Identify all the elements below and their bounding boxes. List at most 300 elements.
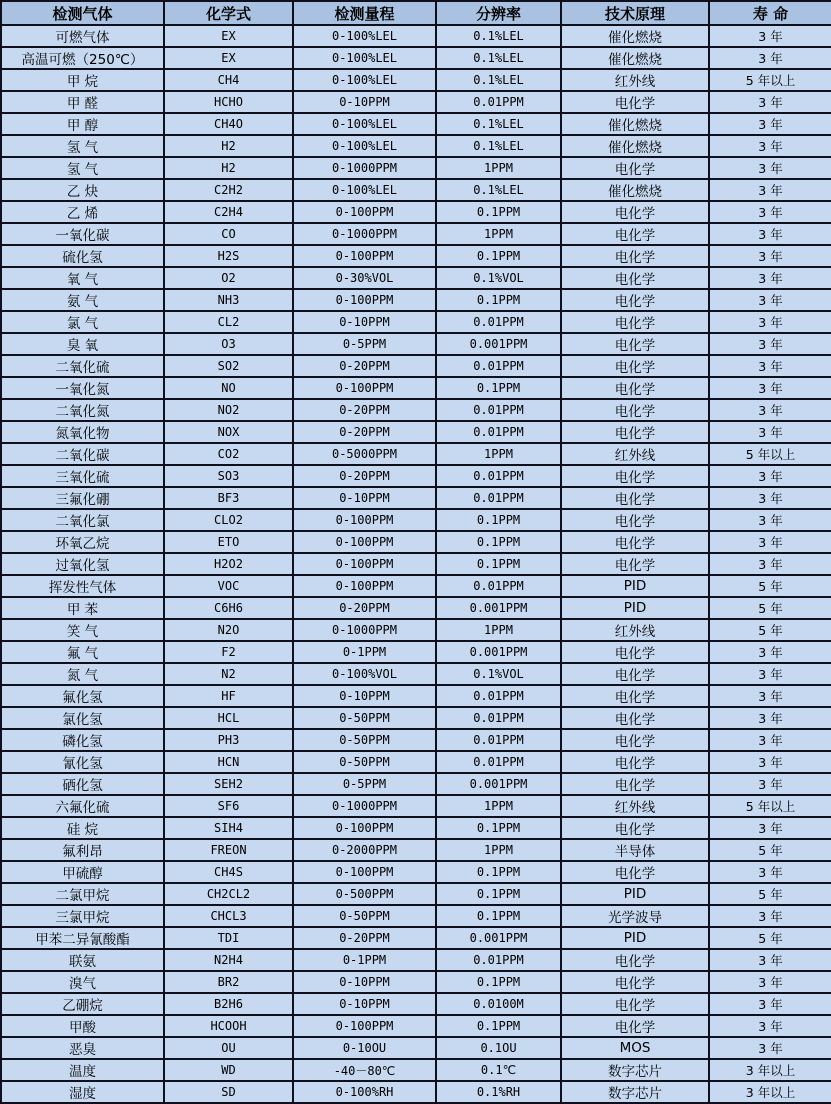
gas-name-cell: 三氟化硼: [1, 487, 164, 509]
gas-name-cell: 乙 烯: [1, 201, 164, 223]
lifespan-cell: 5 年: [709, 619, 831, 641]
resolution-cell: 0.1℃: [436, 1059, 561, 1081]
resolution-cell: 1PPM: [436, 443, 561, 465]
gas-name-cell: 挥发性气体: [1, 575, 164, 597]
gas-name-cell: 一氧化氮: [1, 377, 164, 399]
technology-principle-cell: 电化学: [561, 553, 709, 575]
gas-name-cell: 氟 气: [1, 641, 164, 663]
chemical-formula-cell: NH3: [164, 289, 293, 311]
resolution-cell: 0.1PPM: [436, 509, 561, 531]
table-row: [1, 1081, 831, 1103]
detection-range-cell: 0-100%LEL: [293, 25, 436, 47]
detection-range-cell: 0-100PPM: [293, 377, 436, 399]
table-row: [1, 597, 831, 619]
lifespan-cell: 3 年: [709, 289, 831, 311]
technology-principle-cell: 催化燃烧: [561, 179, 709, 201]
chemical-formula-cell: FREON: [164, 839, 293, 861]
technology-principle-cell: 电化学: [561, 267, 709, 289]
technology-principle-cell: PID: [561, 597, 709, 619]
lifespan-cell: 3 年: [709, 641, 831, 663]
technology-principle-cell: 电化学: [561, 949, 709, 971]
resolution-cell: 0.1PPM: [436, 971, 561, 993]
gas-name-cell: 硒化氢: [1, 773, 164, 795]
lifespan-cell: 3 年: [709, 421, 831, 443]
gas-name-cell: 甲 醛: [1, 91, 164, 113]
gas-name-cell: 氢 气: [1, 157, 164, 179]
resolution-cell: 0.1PPM: [436, 289, 561, 311]
technology-principle-cell: 电化学: [561, 729, 709, 751]
lifespan-cell: 3 年: [709, 1015, 831, 1037]
technology-principle-cell: MOS: [561, 1037, 709, 1059]
technology-principle-cell: 电化学: [561, 223, 709, 245]
chemical-formula-cell: BF3: [164, 487, 293, 509]
chemical-formula-cell: VOC: [164, 575, 293, 597]
gas-name-cell: 甲酸: [1, 1015, 164, 1037]
lifespan-cell: 3 年: [709, 707, 831, 729]
chemical-formula-cell: N2: [164, 663, 293, 685]
chemical-formula-cell: H2S: [164, 245, 293, 267]
gas-name-cell: 二氧化氯: [1, 509, 164, 531]
resolution-cell: 1PPM: [436, 157, 561, 179]
detection-range-cell: 0-1PPM: [293, 641, 436, 663]
lifespan-cell: 3 年: [709, 971, 831, 993]
gas-name-cell: 恶臭: [1, 1037, 164, 1059]
technology-principle-cell: 电化学: [561, 157, 709, 179]
gas-name-cell: 磷化氢: [1, 729, 164, 751]
table-row: [1, 729, 831, 751]
chemical-formula-cell: EX: [164, 25, 293, 47]
technology-principle-cell: 电化学: [561, 993, 709, 1015]
lifespan-cell: 3 年: [709, 861, 831, 883]
lifespan-cell: 3 年: [709, 157, 831, 179]
resolution-cell: 0.01PPM: [436, 311, 561, 333]
resolution-cell: 0.1%LEL: [436, 47, 561, 69]
table-row: [1, 553, 831, 575]
resolution-cell: 1PPM: [436, 795, 561, 817]
gas-name-cell: 环氧乙烷: [1, 531, 164, 553]
lifespan-cell: 3 年: [709, 751, 831, 773]
chemical-formula-cell: CL2: [164, 311, 293, 333]
table-row: [1, 575, 831, 597]
gas-name-cell: 氮 气: [1, 663, 164, 685]
table-row: [1, 1037, 831, 1059]
chemical-formula-cell: BR2: [164, 971, 293, 993]
lifespan-cell: 3 年: [709, 113, 831, 135]
chemical-formula-cell: CO2: [164, 443, 293, 465]
lifespan-cell: 3 年: [709, 773, 831, 795]
detection-range-cell: 0-100%VOL: [293, 663, 436, 685]
lifespan-cell: 3 年: [709, 817, 831, 839]
chemical-formula-cell: NO2: [164, 399, 293, 421]
technology-principle-cell: 光学波导: [561, 905, 709, 927]
gas-name-cell: 甲硫醇: [1, 861, 164, 883]
gas-name-cell: 氟利昂: [1, 839, 164, 861]
lifespan-cell: 3 年: [709, 993, 831, 1015]
detection-range-cell: 0-100PPM: [293, 553, 436, 575]
technology-principle-cell: 电化学: [561, 355, 709, 377]
lifespan-cell: 3 年: [709, 663, 831, 685]
resolution-cell: 0.001PPM: [436, 773, 561, 795]
detection-range-cell: 0-10OU: [293, 1037, 436, 1059]
table-row: [1, 905, 831, 927]
table-row: [1, 179, 831, 201]
technology-principle-cell: 电化学: [561, 971, 709, 993]
resolution-cell: 0.001PPM: [436, 641, 561, 663]
table-row: [1, 509, 831, 531]
table-row: [1, 289, 831, 311]
table-row: [1, 861, 831, 883]
detection-range-cell: 0-1000PPM: [293, 157, 436, 179]
technology-principle-cell: 电化学: [561, 289, 709, 311]
table-row: [1, 91, 831, 113]
gas-name-cell: 氰化氢: [1, 751, 164, 773]
technology-principle-cell: 电化学: [561, 1015, 709, 1037]
technology-principle-cell: 电化学: [561, 201, 709, 223]
chemical-formula-cell: NO: [164, 377, 293, 399]
chemical-formula-cell: F2: [164, 641, 293, 663]
chemical-formula-cell: HCHO: [164, 91, 293, 113]
detection-range-cell: 0-5PPM: [293, 333, 436, 355]
chemical-formula-cell: HCL: [164, 707, 293, 729]
table-row: [1, 377, 831, 399]
gas-name-cell: 三氯甲烷: [1, 905, 164, 927]
chemical-formula-cell: SIH4: [164, 817, 293, 839]
gas-name-cell: 甲 烷: [1, 69, 164, 91]
resolution-cell: 0.1%LEL: [436, 69, 561, 91]
gas-name-cell: 二氧化氮: [1, 399, 164, 421]
chemical-formula-cell: N2H4: [164, 949, 293, 971]
detection-range-cell: 0-10PPM: [293, 311, 436, 333]
lifespan-cell: 5 年: [709, 575, 831, 597]
chemical-formula-cell: OU: [164, 1037, 293, 1059]
lifespan-cell: 5 年: [709, 927, 831, 949]
detection-range-cell: 0-100%LEL: [293, 69, 436, 91]
lifespan-cell: 3 年: [709, 135, 831, 157]
resolution-cell: 0.01PPM: [436, 751, 561, 773]
lifespan-cell: 3 年以上: [709, 1081, 831, 1103]
chemical-formula-cell: C2H2: [164, 179, 293, 201]
lifespan-cell: 3 年: [709, 1037, 831, 1059]
table-row: [1, 839, 831, 861]
chemical-formula-cell: CH4S: [164, 861, 293, 883]
lifespan-cell: 5 年以上: [709, 795, 831, 817]
lifespan-cell: 3 年: [709, 949, 831, 971]
column-header-lifespan: 寿 命: [709, 1, 831, 25]
technology-principle-cell: 电化学: [561, 465, 709, 487]
detection-range-cell: 0-10PPM: [293, 685, 436, 707]
gas-name-cell: 臭 氧: [1, 333, 164, 355]
table-row: [1, 663, 831, 685]
gas-name-cell: 氧 气: [1, 267, 164, 289]
resolution-cell: 0.1PPM: [436, 377, 561, 399]
resolution-cell: 0.1%VOL: [436, 267, 561, 289]
detection-range-cell: 0-20PPM: [293, 927, 436, 949]
table-row: [1, 25, 831, 47]
chemical-formula-cell: CLO2: [164, 509, 293, 531]
technology-principle-cell: 半导体: [561, 839, 709, 861]
chemical-formula-cell: CH2CL2: [164, 883, 293, 905]
gas-name-cell: 甲苯二异氰酸酯: [1, 927, 164, 949]
table-row: [1, 443, 831, 465]
lifespan-cell: 3 年: [709, 377, 831, 399]
detection-range-cell: 0-50PPM: [293, 751, 436, 773]
lifespan-cell: 3 年: [709, 91, 831, 113]
table-row: [1, 399, 831, 421]
table-row: [1, 135, 831, 157]
technology-principle-cell: 电化学: [561, 773, 709, 795]
chemical-formula-cell: N2O: [164, 619, 293, 641]
lifespan-cell: 3 年: [709, 729, 831, 751]
table-row: [1, 157, 831, 179]
chemical-formula-cell: HCN: [164, 751, 293, 773]
detection-range-cell: 0-100%LEL: [293, 179, 436, 201]
table-row: [1, 113, 831, 135]
lifespan-cell: 3 年以上: [709, 1059, 831, 1081]
technology-principle-cell: 电化学: [561, 817, 709, 839]
table-row: [1, 465, 831, 487]
chemical-formula-cell: TDI: [164, 927, 293, 949]
table-row: [1, 619, 831, 641]
chemical-formula-cell: CHCL3: [164, 905, 293, 927]
table-row: [1, 707, 831, 729]
table-row: [1, 311, 831, 333]
detection-range-cell: 0-500PPM: [293, 883, 436, 905]
resolution-cell: 0.1%LEL: [436, 25, 561, 47]
detection-range-cell: 0-100%LEL: [293, 135, 436, 157]
gas-name-cell: 溴气: [1, 971, 164, 993]
resolution-cell: 0.1PPM: [436, 861, 561, 883]
detection-range-cell: 0-5000PPM: [293, 443, 436, 465]
table-row: [1, 817, 831, 839]
table-row: [1, 927, 831, 949]
gas-name-cell: 甲 醇: [1, 113, 164, 135]
lifespan-cell: 5 年: [709, 839, 831, 861]
technology-principle-cell: PID: [561, 883, 709, 905]
detection-range-cell: 0-1000PPM: [293, 619, 436, 641]
resolution-cell: 0.1%RH: [436, 1081, 561, 1103]
technology-principle-cell: 红外线: [561, 619, 709, 641]
gas-name-cell: 甲 苯: [1, 597, 164, 619]
gas-name-cell: 二氧化硫: [1, 355, 164, 377]
table-row: [1, 949, 831, 971]
resolution-cell: 0.01PPM: [436, 707, 561, 729]
resolution-cell: 0.1PPM: [436, 905, 561, 927]
resolution-cell: 1PPM: [436, 619, 561, 641]
resolution-cell: 0.01PPM: [436, 949, 561, 971]
table-row: [1, 355, 831, 377]
table-row: [1, 421, 831, 443]
gas-name-cell: 氯 气: [1, 311, 164, 333]
lifespan-cell: 3 年: [709, 25, 831, 47]
lifespan-cell: 3 年: [709, 355, 831, 377]
table-row: [1, 531, 831, 553]
detection-range-cell: 0-20PPM: [293, 399, 436, 421]
detection-range-cell: 0-100PPM: [293, 531, 436, 553]
column-header-principle: 技术原理: [561, 1, 709, 25]
table-row: [1, 641, 831, 663]
technology-principle-cell: 电化学: [561, 751, 709, 773]
table-row: [1, 751, 831, 773]
technology-principle-cell: 电化学: [561, 311, 709, 333]
chemical-formula-cell: SF6: [164, 795, 293, 817]
lifespan-cell: 3 年: [709, 509, 831, 531]
technology-principle-cell: 电化学: [561, 245, 709, 267]
resolution-cell: 0.001PPM: [436, 333, 561, 355]
resolution-cell: 0.1PPM: [436, 531, 561, 553]
lifespan-cell: 3 年: [709, 201, 831, 223]
detection-range-cell: 0-50PPM: [293, 707, 436, 729]
resolution-cell: 0.01PPM: [436, 91, 561, 113]
resolution-cell: 0.0100M: [436, 993, 561, 1015]
resolution-cell: 0.1PPM: [436, 817, 561, 839]
detection-range-cell: 0-1000PPM: [293, 795, 436, 817]
technology-principle-cell: PID: [561, 927, 709, 949]
table-row: [1, 223, 831, 245]
gas-name-cell: 笑 气: [1, 619, 164, 641]
gas-name-cell: 二氯甲烷: [1, 883, 164, 905]
chemical-formula-cell: H2: [164, 157, 293, 179]
table-row: [1, 47, 831, 69]
table-row: [1, 69, 831, 91]
technology-principle-cell: 催化燃烧: [561, 135, 709, 157]
detection-range-cell: 0-100PPM: [293, 245, 436, 267]
resolution-cell: 0.1%LEL: [436, 179, 561, 201]
resolution-cell: 0.1%LEL: [436, 113, 561, 135]
column-header-range: 检测量程: [293, 1, 436, 25]
resolution-cell: 1PPM: [436, 223, 561, 245]
technology-principle-cell: 红外线: [561, 795, 709, 817]
chemical-formula-cell: EX: [164, 47, 293, 69]
lifespan-cell: 3 年: [709, 487, 831, 509]
lifespan-cell: 3 年: [709, 267, 831, 289]
gas-name-cell: 乙 炔: [1, 179, 164, 201]
resolution-cell: 0.1PPM: [436, 553, 561, 575]
technology-principle-cell: 电化学: [561, 641, 709, 663]
technology-principle-cell: 催化燃烧: [561, 113, 709, 135]
gas-name-cell: 硫化氢: [1, 245, 164, 267]
column-header-formula: 化学式: [164, 1, 293, 25]
lifespan-cell: 5 年以上: [709, 443, 831, 465]
detection-range-cell: 0-100PPM: [293, 1015, 436, 1037]
detection-range-cell: 0-10PPM: [293, 487, 436, 509]
gas-name-cell: 氢 气: [1, 135, 164, 157]
chemical-formula-cell: CH4O: [164, 113, 293, 135]
detection-range-cell: 0-100PPM: [293, 575, 436, 597]
gas-name-cell: 湿度: [1, 1081, 164, 1103]
detection-range-cell: 0-1PPM: [293, 949, 436, 971]
gas-name-cell: 氯化氢: [1, 707, 164, 729]
header-row: [1, 1, 831, 25]
technology-principle-cell: 电化学: [561, 663, 709, 685]
table-row: [1, 333, 831, 355]
resolution-cell: 0.01PPM: [436, 575, 561, 597]
technology-principle-cell: 电化学: [561, 685, 709, 707]
gas-name-cell: 乙硼烷: [1, 993, 164, 1015]
chemical-formula-cell: NOX: [164, 421, 293, 443]
chemical-formula-cell: O3: [164, 333, 293, 355]
detection-range-cell: 0-10PPM: [293, 91, 436, 113]
lifespan-cell: 3 年: [709, 685, 831, 707]
table-row: [1, 267, 831, 289]
table-row: [1, 487, 831, 509]
detection-range-cell: 0-1000PPM: [293, 223, 436, 245]
resolution-cell: 1PPM: [436, 839, 561, 861]
table-row: [1, 201, 831, 223]
technology-principle-cell: PID: [561, 575, 709, 597]
chemical-formula-cell: SD: [164, 1081, 293, 1103]
chemical-formula-cell: HCOOH: [164, 1015, 293, 1037]
gas-name-cell: 高温可燃（250℃）: [1, 47, 164, 69]
detection-range-cell: 0-100PPM: [293, 861, 436, 883]
detection-range-cell: 0-20PPM: [293, 355, 436, 377]
chemical-formula-cell: C6H6: [164, 597, 293, 619]
resolution-cell: 0.01PPM: [436, 355, 561, 377]
resolution-cell: 0.01PPM: [436, 685, 561, 707]
table-row: [1, 773, 831, 795]
detection-range-cell: 0-100PPM: [293, 289, 436, 311]
technology-principle-cell: 电化学: [561, 421, 709, 443]
detection-range-cell: 0-100%RH: [293, 1081, 436, 1103]
resolution-cell: 0.01PPM: [436, 487, 561, 509]
detection-range-cell: -40－80℃: [293, 1059, 436, 1081]
detection-range-cell: 0-2000PPM: [293, 839, 436, 861]
gas-name-cell: 硅 烷: [1, 817, 164, 839]
lifespan-cell: 5 年以上: [709, 69, 831, 91]
resolution-cell: 0.1%LEL: [436, 135, 561, 157]
gas-name-cell: 三氧化硫: [1, 465, 164, 487]
technology-principle-cell: 电化学: [561, 707, 709, 729]
technology-principle-cell: 电化学: [561, 399, 709, 421]
detection-range-cell: 0-100PPM: [293, 201, 436, 223]
resolution-cell: 0.1PPM: [436, 883, 561, 905]
gas-name-cell: 过氧化氢: [1, 553, 164, 575]
table-row: [1, 795, 831, 817]
column-header-resolution: 分辨率: [436, 1, 561, 25]
table-row: [1, 245, 831, 267]
gas-name-cell: 联氨: [1, 949, 164, 971]
resolution-cell: 0.1PPM: [436, 1015, 561, 1037]
chemical-formula-cell: SEH2: [164, 773, 293, 795]
table-row: [1, 685, 831, 707]
resolution-cell: 0.01PPM: [436, 465, 561, 487]
lifespan-cell: 3 年: [709, 333, 831, 355]
technology-principle-cell: 电化学: [561, 509, 709, 531]
chemical-formula-cell: O2: [164, 267, 293, 289]
gas-name-cell: 二氧化碳: [1, 443, 164, 465]
chemical-formula-cell: C2H4: [164, 201, 293, 223]
column-header-gas: 检测气体: [1, 1, 164, 25]
lifespan-cell: 3 年: [709, 47, 831, 69]
table-row: [1, 883, 831, 905]
technology-principle-cell: 电化学: [561, 333, 709, 355]
technology-principle-cell: 电化学: [561, 861, 709, 883]
detection-range-cell: 0-5PPM: [293, 773, 436, 795]
table-row: [1, 971, 831, 993]
technology-principle-cell: 电化学: [561, 91, 709, 113]
resolution-cell: 0.01PPM: [436, 729, 561, 751]
gas-name-cell: 氮氧化物: [1, 421, 164, 443]
lifespan-cell: 3 年: [709, 553, 831, 575]
detection-range-cell: 0-100%LEL: [293, 113, 436, 135]
detection-range-cell: 0-50PPM: [293, 905, 436, 927]
lifespan-cell: 3 年: [709, 179, 831, 201]
lifespan-cell: 3 年: [709, 311, 831, 333]
lifespan-cell: 5 年: [709, 597, 831, 619]
table-row: [1, 993, 831, 1015]
detection-range-cell: 0-20PPM: [293, 465, 436, 487]
technology-principle-cell: 电化学: [561, 377, 709, 399]
chemical-formula-cell: CO: [164, 223, 293, 245]
